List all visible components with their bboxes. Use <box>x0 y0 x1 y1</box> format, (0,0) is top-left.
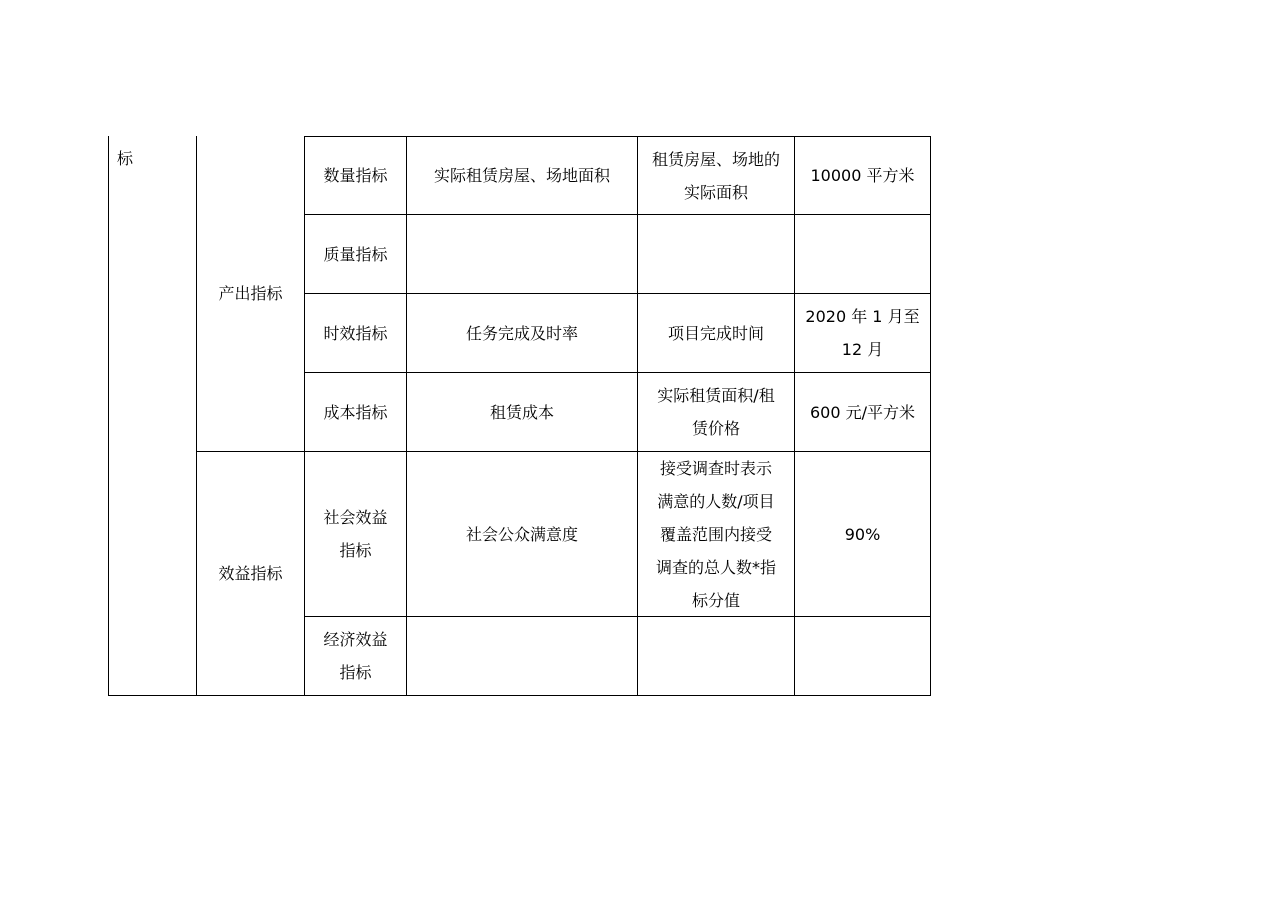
table-row-method <box>638 294 794 372</box>
table-row-target <box>795 215 930 293</box>
method-label: 接受调查时表示 满意的人数/项目 覆盖范围内接受 调查的总人数*指 标分值 <box>655 458 776 610</box>
target-value: 10000 平方米 <box>810 166 915 185</box>
table-row-metric <box>407 215 637 293</box>
method-label: 租赁房屋、场地的 实际面积 <box>651 149 780 202</box>
metric-label: 任务完成及时率 <box>465 323 578 343</box>
table-row-metric <box>407 373 637 451</box>
group-benefit-label: 效益指标 <box>218 564 283 583</box>
table-row-target <box>795 294 930 372</box>
table-row-indicator <box>305 294 406 372</box>
metric-label: 实际租赁房屋、场地面积 <box>433 166 610 185</box>
table-row-metric <box>407 137 637 214</box>
table-row-indicator <box>305 617 406 695</box>
table-row-method <box>638 137 794 214</box>
table-row-target <box>795 373 930 451</box>
target-value: 90% <box>844 524 881 544</box>
group-output-label: 产出指标 <box>218 284 283 303</box>
table-row-method <box>638 452 794 616</box>
table-row-metric <box>407 452 637 616</box>
table-row-metric <box>407 617 637 695</box>
border-bottom <box>108 695 931 696</box>
metric-label: 社会公众满意度 <box>465 524 578 544</box>
table-row-indicator <box>305 373 406 451</box>
method-label: 实际租赁面积/租 赁价格 <box>657 386 775 438</box>
indicator-label: 社会效益 指标 <box>323 508 388 560</box>
table-row-method <box>638 617 794 695</box>
group-benefit-cell <box>197 452 304 695</box>
level1-cell <box>109 136 196 695</box>
metric-label: 租赁成本 <box>489 402 554 422</box>
table-row-target <box>795 452 930 616</box>
table-row-indicator <box>305 452 406 616</box>
table-row-metric <box>407 294 637 372</box>
method-label: 项目完成时间 <box>667 323 764 343</box>
target-value: 600 元/平方米 <box>809 402 916 422</box>
table-row-indicator <box>305 137 406 214</box>
indicator-label: 数量指标 <box>323 166 388 185</box>
table-row-method <box>638 373 794 451</box>
table-row-indicator <box>305 215 406 293</box>
table-row-target <box>795 617 930 695</box>
table-row-target <box>795 137 930 214</box>
border-right <box>930 136 931 696</box>
group-output-cell <box>197 136 304 451</box>
indicator-label: 成本指标 <box>323 402 388 422</box>
indicator-label: 经济效益 指标 <box>323 630 388 682</box>
table-row-method <box>638 215 794 293</box>
level1-label: 标 <box>117 149 134 168</box>
indicator-label: 时效指标 <box>323 323 388 343</box>
target-value: 2020 年 1 月至 12 月 <box>805 307 920 359</box>
indicator-label: 质量指标 <box>323 244 388 264</box>
